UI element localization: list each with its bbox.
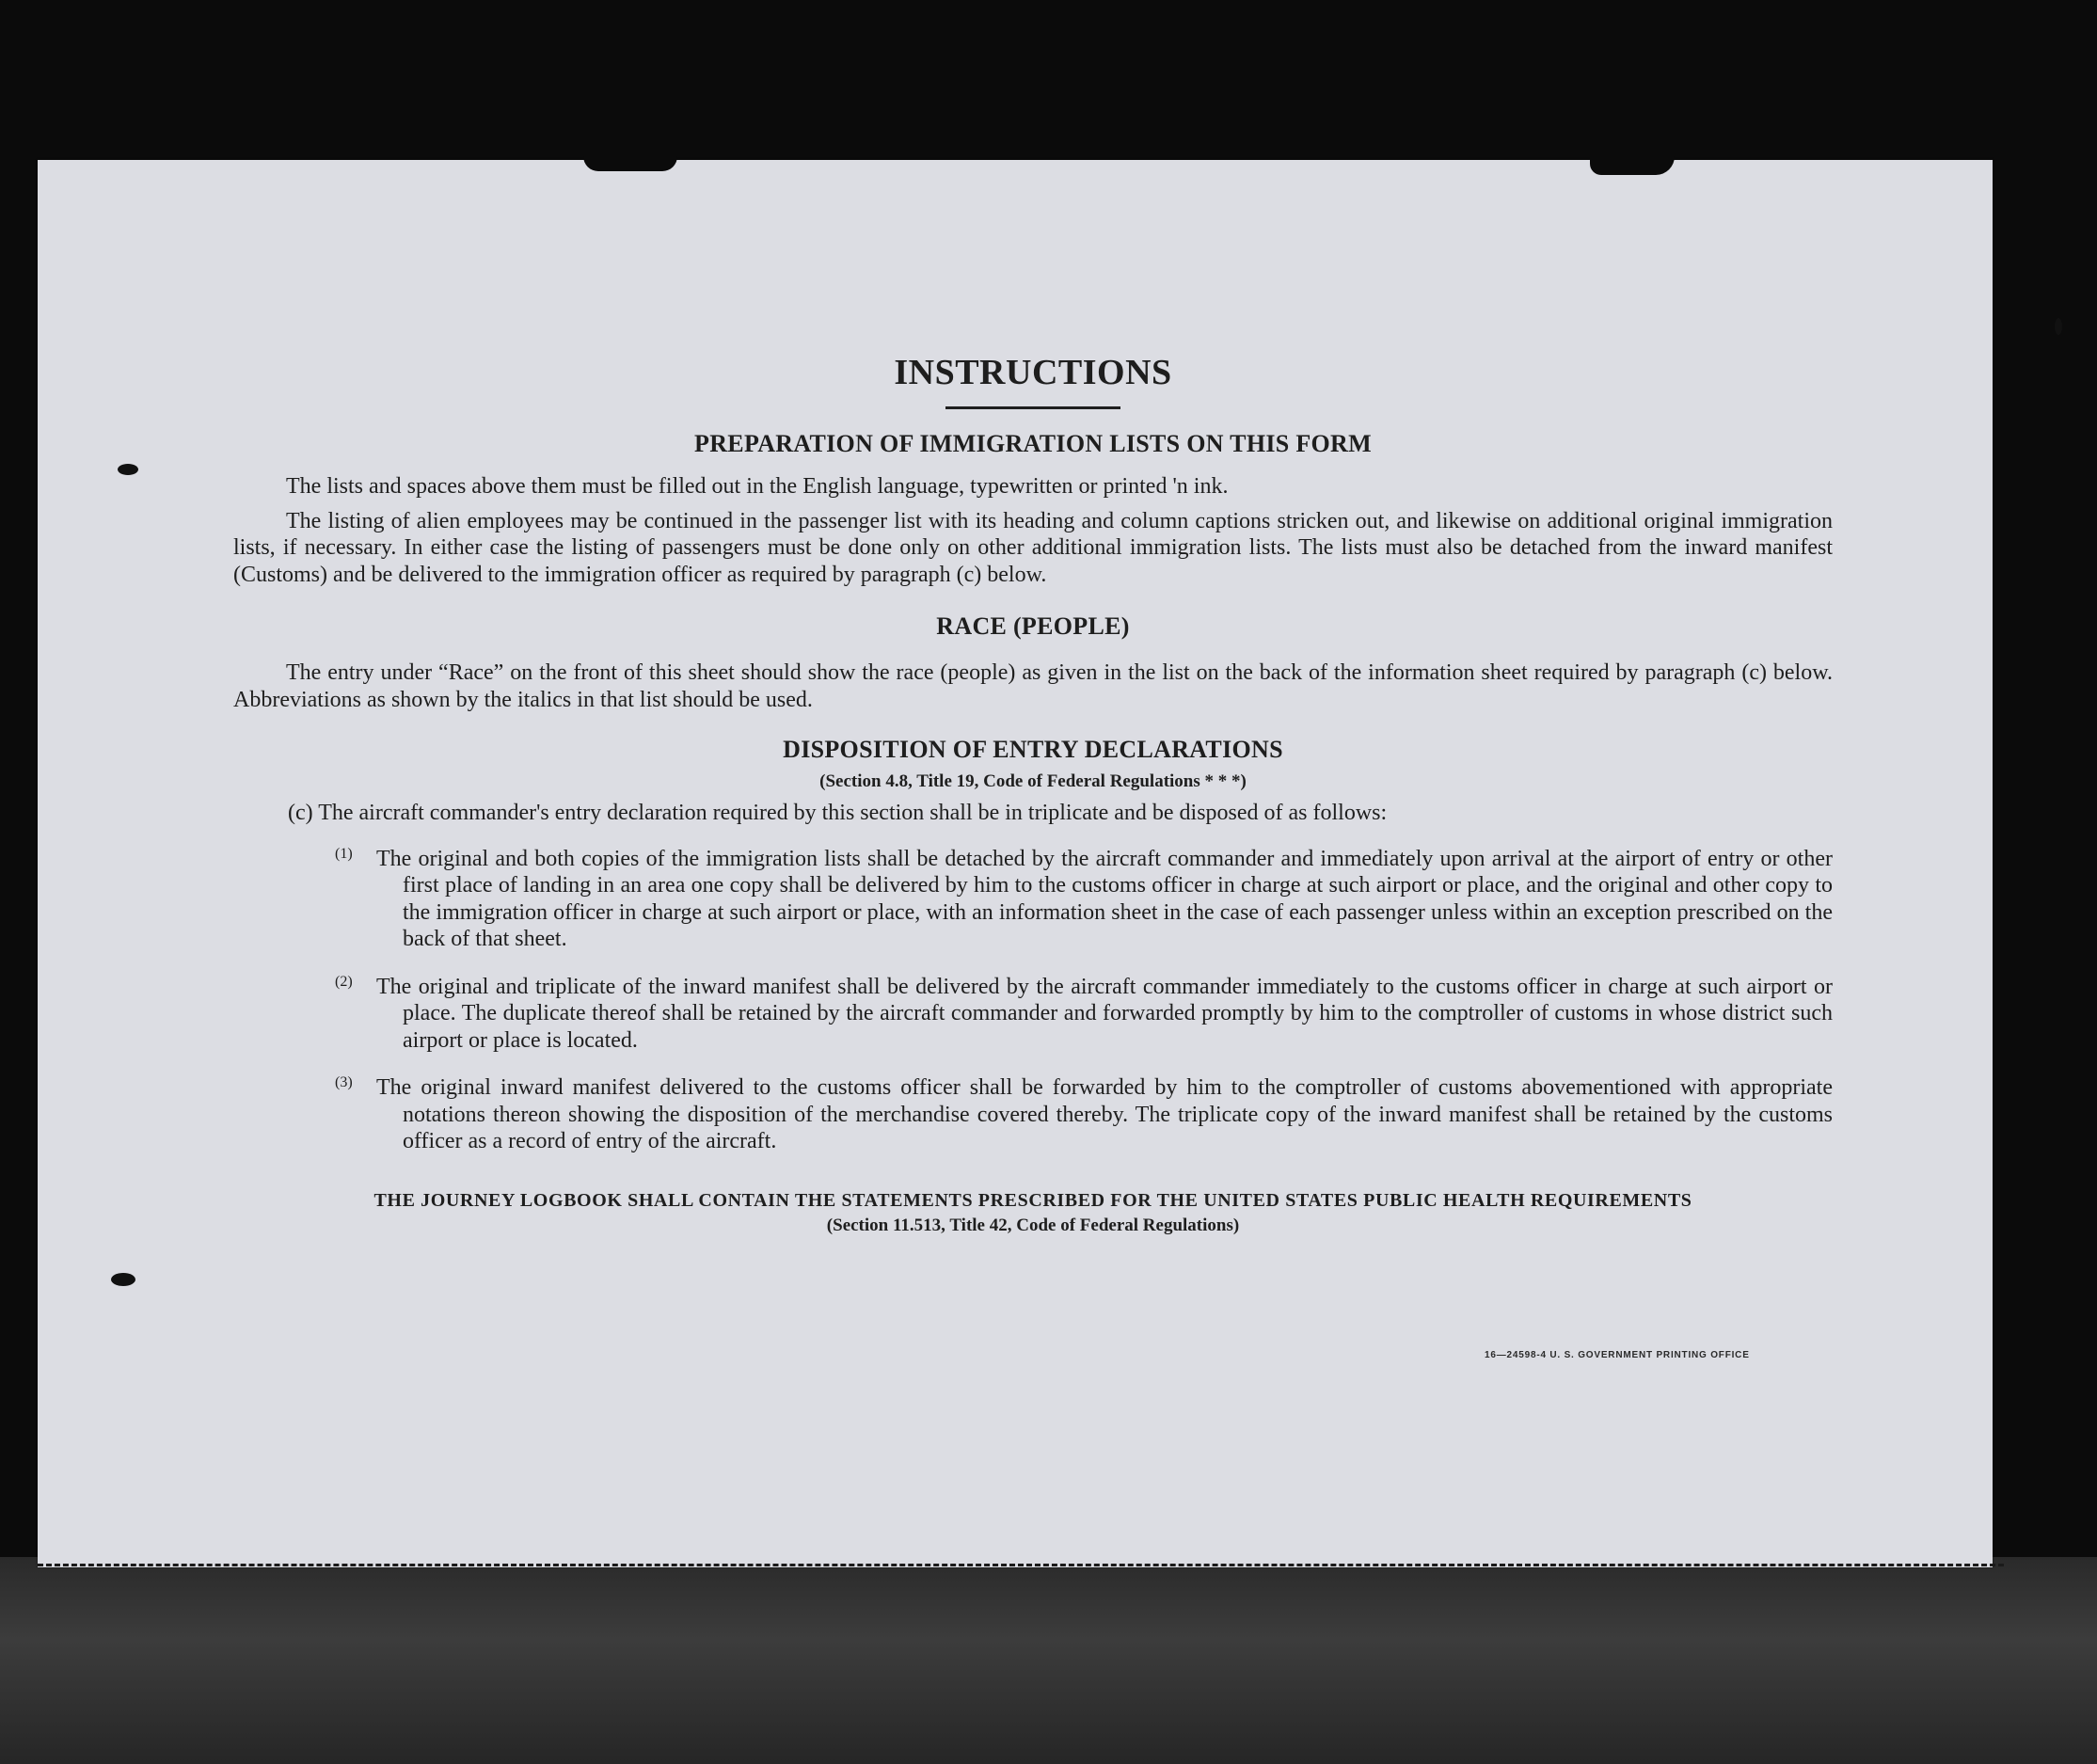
health-requirements-citation: (Section 11.513, Title 42, Code of Federal Regulations): [826, 1215, 1240, 1235]
title-underline: [945, 406, 1120, 409]
section-citation: (Section 4.8, Title 19, Code of Federal Regulations * * *): [819, 771, 1247, 791]
page-title: INSTRUCTIONS: [894, 353, 1172, 392]
list-text: The original and both copies of the immigration lists shall be detached by the aircraft commander and immediately upon arrival at the airport of entry or other first place of landing in an area one copy shall be delivered by him to the customs officer in charge at such airport or place, and the original and other copy to the immigration officer in charge at such airport or place, with an information sheet in the case of each passenger unless within an exception prescribed on the back of that sheet.: [376, 846, 1833, 951]
section-heading: PREPARATION OF IMMIGRATION LISTS ON THIS FORM: [694, 430, 1372, 457]
paragraph-c: [288, 800, 1833, 827]
ink-blot: [118, 464, 138, 475]
folded-page-edge: [0, 1557, 2097, 1764]
paper-tear-left: [583, 156, 677, 171]
ink-blot: [111, 1273, 135, 1286]
printer-mark: 16—24598-4 U. S. GOVERNMENT PRINTING OFFICE: [1485, 1350, 1750, 1360]
section-footer: [233, 1187, 1833, 1238]
list-number: (2): [335, 973, 353, 990]
section-preparation: [233, 428, 1833, 588]
instructions-content: [233, 348, 1833, 1238]
section-race: [233, 611, 1833, 713]
list-text: The original and triplicate of the inward manifest shall be delivered by the aircraft commander immediately to the customs officer in charge at such airport or place. The duplicate thereof shall be retained by the aircraft commander and forwarded promptly by him to the comptroller of customs in whose district such airport or place is located.: [376, 974, 1833, 1053]
paragraph-text: The aircraft commander's entry declaration required by this section shall be in triplicate and be disposed of as follows:: [318, 801, 1388, 825]
paragraph: The lists and spaces above them must be filled out in the English language, typewritten or printed 'n ink.: [286, 474, 1229, 499]
perforation-line: [38, 1564, 2004, 1566]
paragraph-label: (c): [288, 801, 313, 825]
health-requirements-statement: THE JOURNEY LOGBOOK SHALL CONTAIN THE STATEMENTS PRESCRIBED FOR THE UNITED STATES PUBLIC HEALTH REQUIREMENTS: [373, 1189, 1692, 1211]
ink-blot: [2055, 318, 2062, 335]
section-disposition: [233, 734, 1833, 1155]
section-heading: DISPOSITION OF ENTRY DECLARATIONS: [783, 736, 1283, 763]
list-number: (3): [335, 1074, 353, 1090]
paper-tear-right: [1590, 156, 1675, 175]
list-item: [233, 1074, 1833, 1155]
section-heading: RACE (PEOPLE): [936, 612, 1130, 640]
paragraph: The entry under “Race” on the front of this sheet should show the race (people) as given in the list on the back of the information sheet required by paragraph (c) below. Abbreviations as shown by the italics in that list should be used.: [233, 660, 1833, 712]
list-item: [233, 974, 1833, 1055]
paragraph: The listing of alien employees may be continued in the passenger list with its heading and column captions stricken out, and likewise on additional original immigration lists, if necessary. In either case the listing of passengers must be done only on other additional immigration lists. The lists must also be detached from the inward manifest (Customs) and be delivered to the immigration officer as required by paragraph (c) below.: [233, 508, 1833, 587]
list-number: (1): [335, 845, 353, 862]
list-item: [233, 846, 1833, 953]
list-text: The original inward manifest delivered to the customs officer shall be forwarded by him to the comptroller of customs abovementioned with appropriate notations thereon showing the disposition of the merchandise covered thereby. The triplicate copy of the inward manifest shall be retained by the customs officer as a record of entry of the aircraft.: [376, 1075, 1833, 1153]
